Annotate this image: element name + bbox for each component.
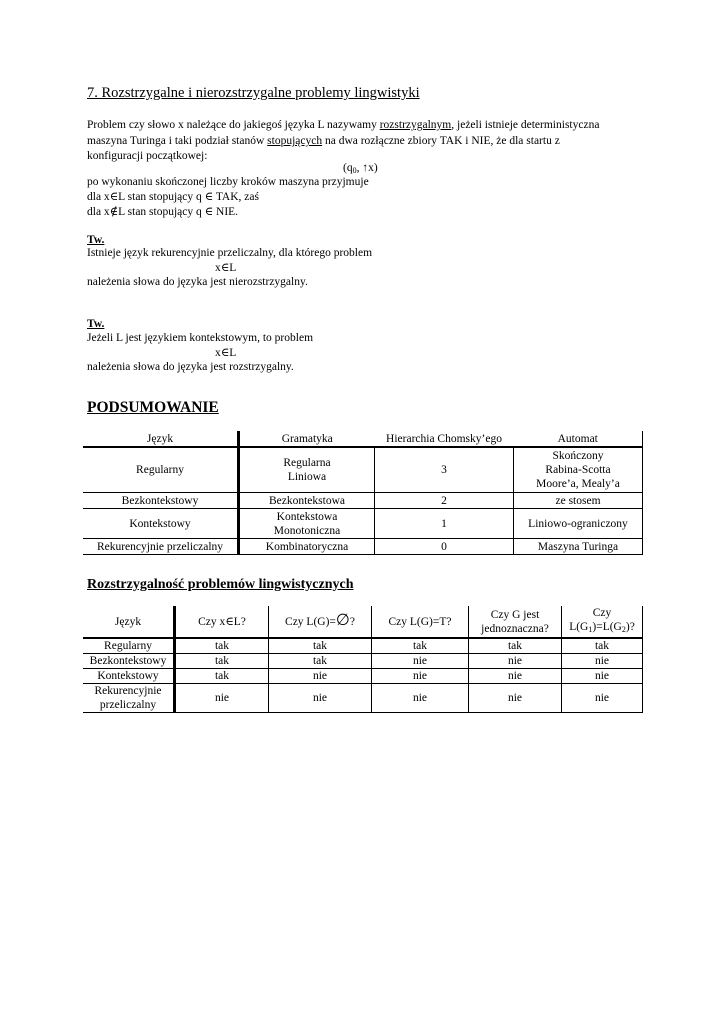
summary-title: PODSUMOWANIE bbox=[87, 399, 219, 416]
theorem-2-line-2: należenia słowa do języka jest rozstrzygalny. bbox=[87, 361, 294, 373]
summary-row-context-free bbox=[83, 493, 643, 509]
formula-subscript: 0 bbox=[352, 166, 357, 175]
theorem-1-line-2: należenia słowa do języka jest nierozstrzygalny. bbox=[87, 276, 308, 288]
definition-text: , jeżeli istnieje deterministyczna bbox=[451, 119, 600, 131]
term-halting: stopujących bbox=[267, 135, 323, 147]
summary-header-automaton: Automat bbox=[514, 431, 643, 447]
decidability-header-emptiness bbox=[269, 606, 372, 638]
definition-line-4: po wykonaniu skończonej liczby kroków maszyna przyjmuje bbox=[87, 176, 369, 188]
section-title: 7. Rozstrzygalne i nierozstrzygalne problemy lingwistyki bbox=[87, 85, 420, 101]
decidability-cell: nie bbox=[469, 684, 562, 713]
decidability-cell: tak bbox=[175, 638, 269, 654]
theorem-2-line-1: Jeżeli L jest językiem kontekstowym, to problem bbox=[87, 332, 314, 344]
automaton-name: Skończony bbox=[552, 450, 604, 462]
decidability-cell: nie bbox=[372, 654, 469, 669]
theorem-2-formula: x∈L bbox=[215, 347, 237, 359]
summary-cell-grammar bbox=[239, 447, 375, 493]
summary-cell-automaton bbox=[514, 447, 643, 493]
summary-header-row bbox=[83, 431, 643, 447]
summary-cell-automaton: Maszyna Turinga bbox=[514, 539, 643, 555]
language-name: Rekurencyjnie bbox=[94, 685, 162, 697]
decidability-cell: nie bbox=[562, 684, 643, 713]
formula-subscript: 1 bbox=[588, 625, 593, 634]
decidability-cell: tak bbox=[562, 638, 643, 654]
equivalence-formula bbox=[564, 620, 640, 637]
header-text: jednoznaczna? bbox=[481, 622, 549, 635]
summary-row-regular bbox=[83, 447, 643, 493]
definition-line-1 bbox=[87, 118, 599, 133]
decidability-row-recursively-enumerable bbox=[83, 684, 643, 713]
summary-cell-language: Kontekstowy bbox=[83, 509, 239, 539]
decidability-cell-language bbox=[83, 684, 175, 713]
summary-row-context-sensitive bbox=[83, 509, 643, 539]
language-name: przeliczalny bbox=[99, 699, 157, 711]
formula-text: (q bbox=[343, 162, 353, 174]
summary-table bbox=[83, 431, 643, 555]
decidability-header-equivalence bbox=[562, 606, 643, 638]
theorem-2-label: Tw. bbox=[87, 318, 105, 330]
summary-cell-automaton: Liniowo-ograniczony bbox=[514, 509, 643, 539]
grammar-name: Monotoniczna bbox=[273, 524, 341, 537]
decidability-cell: tak bbox=[269, 654, 372, 669]
theorem-1-formula: x∈L bbox=[215, 262, 237, 274]
grammar-name: Liniowa bbox=[287, 471, 327, 483]
header-text: )=L(G bbox=[592, 621, 622, 633]
header-text: L(G bbox=[569, 621, 589, 633]
summary-cell-level: 1 bbox=[375, 509, 514, 539]
header-text: ? bbox=[349, 616, 355, 628]
summary-cell-automaton: ze stosem bbox=[514, 493, 643, 509]
decidability-row-context-free bbox=[83, 654, 643, 669]
header-text: )? bbox=[625, 621, 635, 633]
summary-cell-grammar bbox=[239, 509, 375, 539]
decidability-row-context-sensitive bbox=[83, 669, 643, 684]
summary-cell-level: 0 bbox=[375, 539, 514, 555]
definition-text: na dwa rozłączne zbiory TAK i NIE, że dla startu z bbox=[322, 135, 560, 147]
theorem-1-label: Tw. bbox=[87, 234, 105, 246]
decidability-header-membership: Czy x∈L? bbox=[175, 606, 269, 638]
decidability-cell: tak bbox=[175, 669, 269, 684]
term-decidable: rozstrzygalnym bbox=[379, 119, 452, 131]
decidability-cell-language: Regularny bbox=[83, 638, 175, 654]
definition-line-5: dla x∈L stan stopujący q ∈ TAK, zaś bbox=[87, 191, 259, 203]
decidability-cell: tak bbox=[469, 638, 562, 654]
decidability-cell: nie bbox=[175, 684, 269, 713]
decidability-cell: tak bbox=[269, 638, 372, 654]
decidability-cell: nie bbox=[269, 684, 372, 713]
definition-line-3: konfiguracji początkowej: bbox=[87, 150, 208, 162]
summary-header-chomsky: Hierarchia Chomsky’ego bbox=[375, 431, 514, 447]
decidability-cell-language: Kontekstowy bbox=[83, 669, 175, 684]
summary-cell-level: 3 bbox=[375, 447, 514, 493]
decidability-row-regular bbox=[83, 638, 643, 654]
header-text: Czy L(G)= bbox=[285, 616, 336, 628]
definition-text: Problem czy słowo x należące do jakiegoś języka L nazywamy bbox=[87, 119, 380, 131]
decidability-table bbox=[83, 606, 643, 713]
decidability-header-universality: Czy L(G)=T? bbox=[372, 606, 469, 638]
decidability-cell: nie bbox=[562, 669, 643, 684]
summary-cell-language: Rekurencyjnie przeliczalny bbox=[83, 539, 239, 555]
summary-cell-grammar: Bezkontekstowa bbox=[239, 493, 375, 509]
decidability-header-language: Język bbox=[83, 606, 175, 638]
grammar-name: Regularna bbox=[283, 457, 331, 469]
decidability-cell: tak bbox=[372, 638, 469, 654]
decidability-header-row bbox=[83, 606, 643, 638]
definition-text: maszyna Turinga i taki podział stanów bbox=[87, 135, 268, 147]
decidability-cell: nie bbox=[372, 684, 469, 713]
summary-cell-language: Regularny bbox=[83, 447, 239, 493]
decidability-header-ambiguity bbox=[469, 606, 562, 638]
summary-cell-grammar: Kombinatoryczna bbox=[239, 539, 375, 555]
theorem-1-line-1: Istnieje język rekurencyjnie przeliczalny, dla którego problem bbox=[87, 247, 373, 259]
definition-line-6: dla x∉L stan stopujący q ∈ NIE. bbox=[87, 206, 239, 218]
summary-row-recursively-enumerable bbox=[83, 539, 643, 555]
decidability-cell: tak bbox=[175, 654, 269, 669]
grammar-name: Kontekstowa bbox=[276, 510, 338, 523]
decidability-cell: nie bbox=[372, 669, 469, 684]
automaton-name: Rabina-Scotta bbox=[545, 464, 611, 476]
decidability-cell: nie bbox=[269, 669, 372, 684]
header-text: Czy bbox=[592, 607, 612, 619]
formula-subscript: 2 bbox=[621, 625, 626, 634]
automaton-name: Moore’a, Mealy’a bbox=[536, 478, 620, 490]
summary-header-language: Język bbox=[83, 431, 239, 447]
formula-text: , ↑x) bbox=[356, 162, 378, 174]
empty-set-symbol: ∅ bbox=[335, 612, 350, 629]
definition-line-2 bbox=[87, 134, 560, 149]
header-text: Czy G jest bbox=[490, 608, 540, 621]
decidability-cell-language: Bezkontekstowy bbox=[83, 654, 175, 669]
decidability-cell: nie bbox=[562, 654, 643, 669]
decidability-cell: nie bbox=[469, 654, 562, 669]
summary-header-grammar: Gramatyka bbox=[239, 431, 375, 447]
decidability-cell: nie bbox=[469, 669, 562, 684]
decidability-title: Rozstrzygalność problemów lingwistycznych bbox=[87, 577, 354, 592]
summary-cell-language: Bezkontekstowy bbox=[83, 493, 239, 509]
summary-cell-level: 2 bbox=[375, 493, 514, 509]
